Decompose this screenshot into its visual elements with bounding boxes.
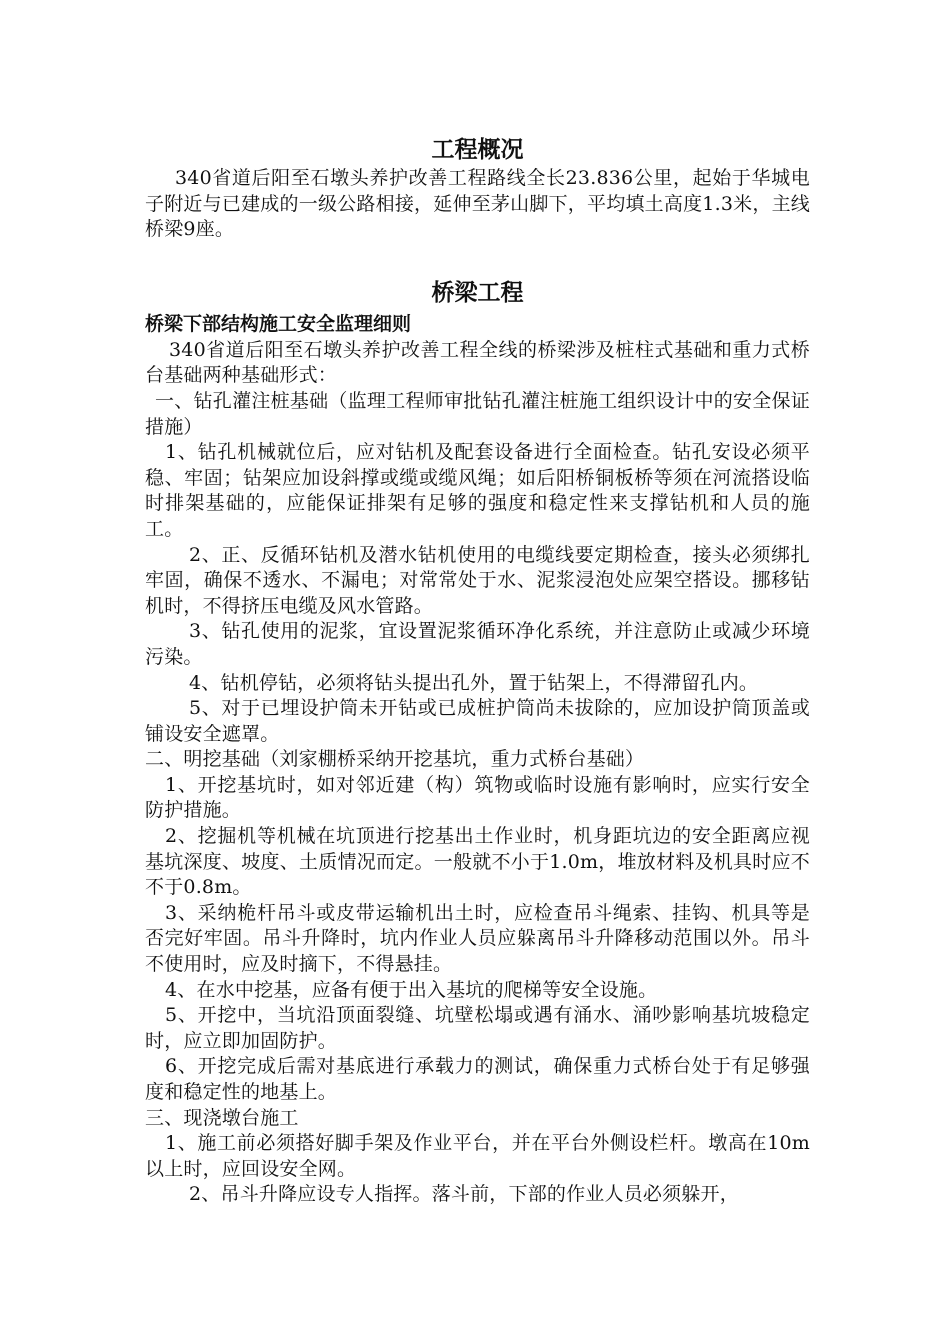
section1-item-5: 5、对于已埋设护筒未开钻或已成桩护筒尚未拔除的，应加设护筒顶盖或铺设安全遮罩。 <box>145 697 810 745</box>
section2-item-4: 4、在水中挖基，应备有便于出入基坑的爬梯等安全设施。 <box>165 978 658 1001</box>
section1-heading: 一、钻孔灌注桩基础（监理工程师审批钻孔灌注桩施工组织设计中的安全保证措施） <box>145 389 810 438</box>
section2-item-1: 1、开挖基坑时，如对邻近建（构）筑物或临时设施有影响时，应实行安全防护措施。 <box>145 773 810 822</box>
section2-item-3: 3、采纳桅杆吊斗或皮带运输机出土时，应检查吊斗绳索、挂钩、机具等是否完好牢固。吊斗升降时，坑内作业人员应躲离吊斗升降移动范围以外。吊斗不使用时，应及时摘下，不得悬挂。 <box>145 901 810 976</box>
bridge-intro: 340省道后阳至石墩头养护改善工程全线的桥梁涉及桩柱式基础和重力式桥台基础两种基础形式： <box>145 338 810 387</box>
document-page <box>145 134 810 1208</box>
section3-item-1: 1、施工前必须搭好脚手架及作业平台，并在平台外侧设栏杆。墩高在10m以上时，应回设安全网。 <box>145 1132 810 1180</box>
section1-item-2: 2、正、反循环钻机及潜水钻机使用的电缆线要定期检查，接头必须绑扎牢固，确保不透水、不漏电；对常常处于水、泥浆浸泡处应架空搭设。挪移钻机时，不得挤压电缆及风水管路。 <box>145 543 810 617</box>
section3-heading: 三、现浇墩台施工 <box>145 1106 299 1129</box>
section1-item-3: 3、钻孔使用的泥浆，宜设置泥浆循环净化系统，并注意防止或减少环境污染。 <box>145 620 810 668</box>
section2-item-6: 6、开挖完成后需对基底进行承载力的测试，确保重力式桥台处于有足够强度和稳定性的地基上。 <box>145 1055 810 1103</box>
section3-item-2: 2、吊斗升降应设专人指挥。落斗前，下部的作业人员必须躲开， <box>189 1183 739 1206</box>
bridge-subtitle: 桥梁下部结构施工安全监理细则 <box>145 312 412 335</box>
section2-item-2: 2、挖掘机等机械在坑顶进行挖基出土作业时，机身距坑边的安全距离应视基坑深度、坡度、土质情况而定。一般就不小于1.0m，堆放材料及机具时应不不于0.8m。 <box>145 825 810 899</box>
section2-item-5: 5、开挖中，当坑沿顶面裂缝、坑壁松塌或遇有涌水、涌吵影响基坑坡稳定时，应立即加固防护。 <box>145 1004 810 1052</box>
overview-title: 工程概况 <box>431 137 524 163</box>
section2-heading: 二、明挖基础（刘家棚桥采纳开挖基坑，重力式桥台基础） <box>145 748 645 771</box>
section1-item-4: 4、钻机停钻，必须将钻头提出孔外，置于钻架上，不得滞留孔内。 <box>189 671 759 694</box>
overview-paragraph: 340省道后阳至石墩头养护改善工程路线全长23.836公里，起始于华城电子附近与已建成的一级公路相接，延伸至茅山脚下，平均填土高度1.3米，主线桥梁9座。 <box>145 167 810 241</box>
bridge-title: 桥梁工程 <box>431 279 524 306</box>
section1-item-1: 1、钻孔机械就位后，应对钻机及配套设备进行全面检查。钻孔安设必须平稳、牢固；钻架应加设斜撑或缆或缆风绳；如后阳桥铜板桥等须在河流搭设临时排架基础的，应能保证排架有足够的强度和稳定性来支撑钻机和人员的施工。 <box>145 441 810 540</box>
